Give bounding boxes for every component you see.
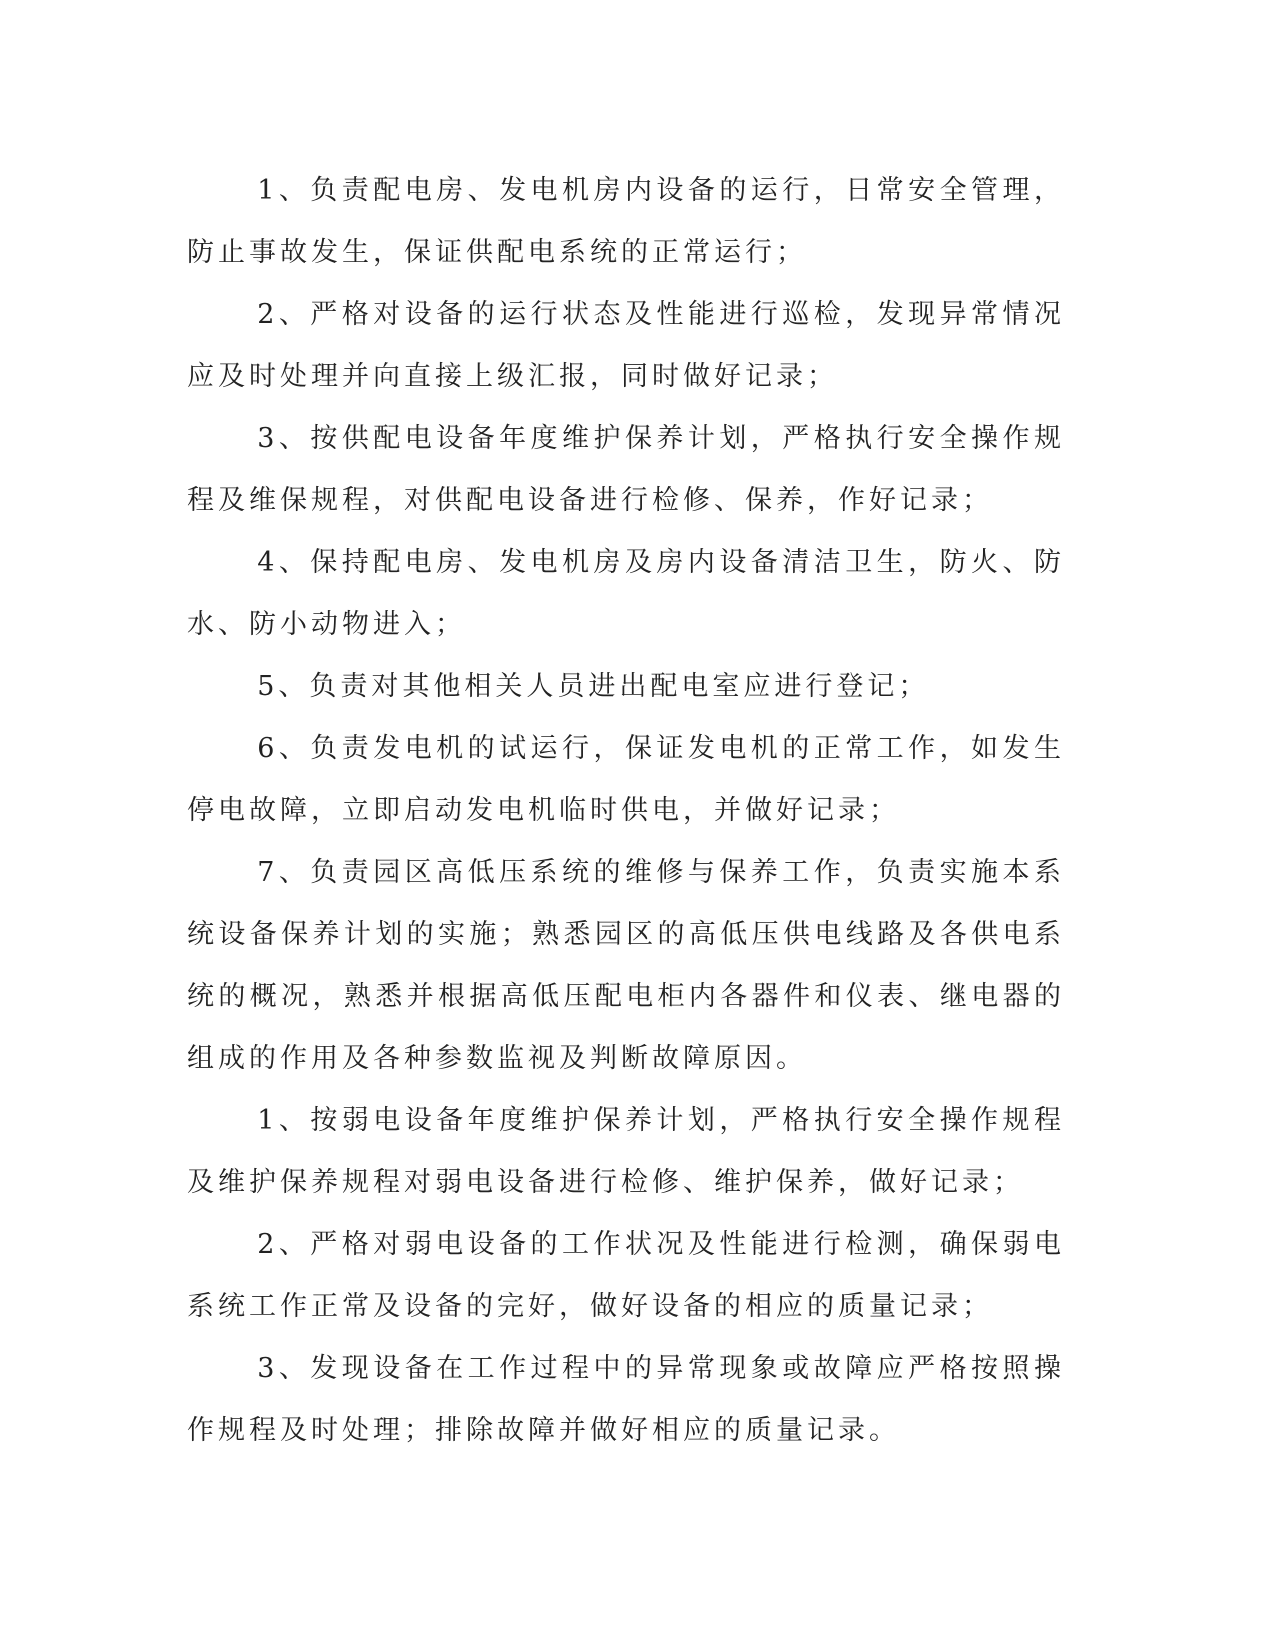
paragraph-9: 2、严格对弱电设备的工作状况及性能进行检测，确保弱电系统工作正常及设备的完好，做好设备的相应的质量记录； — [187, 1229, 1065, 1322]
paragraph-1: 1、负责配电房、发电机房内设备的运行，日常安全管理，防止事故发生，保证供配电系统的正常运行； — [187, 175, 1065, 268]
paragraph-4: 4、保持配电房、发电机房及房内设备清洁卫生，防火、防水、防小动物进入； — [187, 547, 1065, 640]
paragraph-7: 7、负责园区高低压系统的维修与保养工作，负责实施本系统设备保养计划的实施；熟悉园区的高低压供电线路及各供电系统的概况，熟悉并根据高低压配电柜内各器件和仪表、继电器的组成的作用及各种参数监视及判断故障原因。 — [187, 857, 1065, 1074]
paragraph-3: 3、按供配电设备年度维护保养计划，严格执行安全操作规程及维保规程，对供配电设备进行检修、保养，作好记录； — [187, 423, 1065, 516]
paragraph-8: 1、按弱电设备年度维护保养计划，严格执行安全操作规程及维护保养规程对弱电设备进行检修、维护保养，做好记录； — [187, 1105, 1065, 1198]
document-body — [187, 160, 1065, 1462]
paragraph-6: 6、负责发电机的试运行，保证发电机的正常工作，如发生停电故障，立即启动发电机临时供电，并做好记录； — [187, 733, 1065, 826]
paragraph-5: 5、负责对其他相关人员进出配电室应进行登记； — [257, 671, 930, 702]
paragraph-10: 3、发现设备在工作过程中的异常现象或故障应严格按照操作规程及时处理；排除故障并做好相应的质量记录。 — [187, 1353, 1065, 1446]
paragraph-2: 2、严格对设备的运行状态及性能进行巡检，发现异常情况应及时处理并向直接上级汇报，同时做好记录； — [187, 299, 1065, 392]
